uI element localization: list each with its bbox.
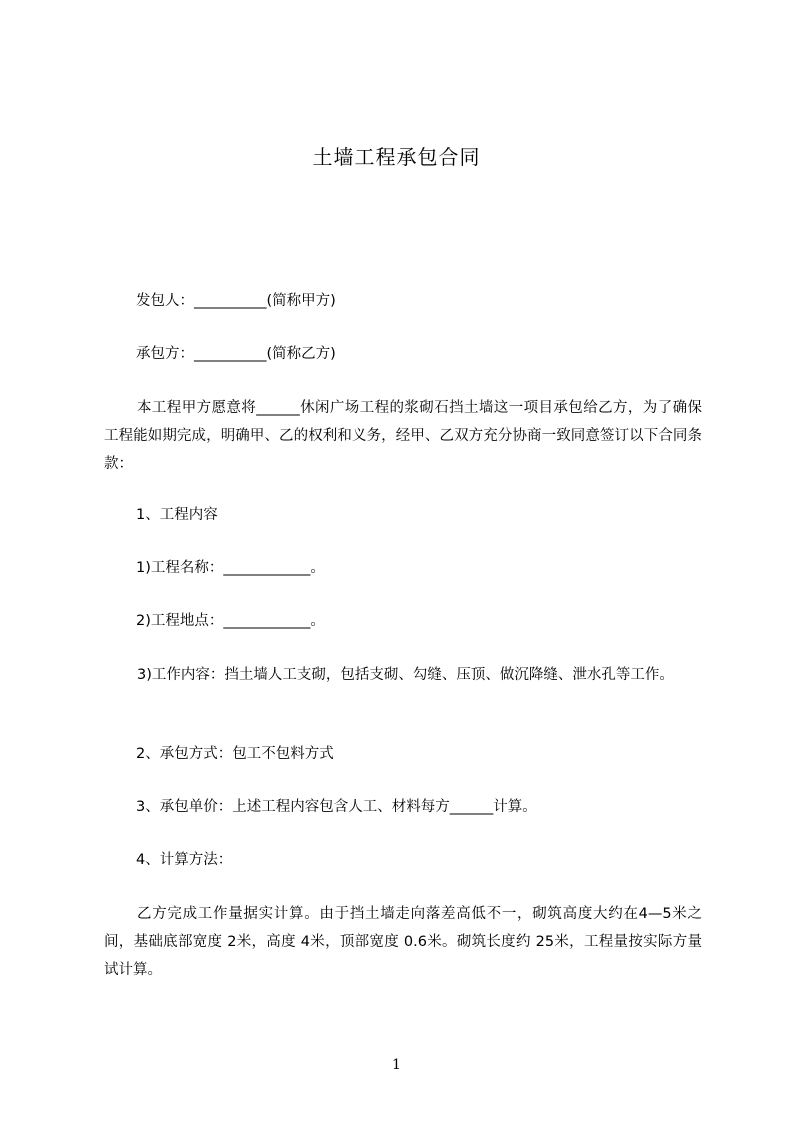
section-3: 3、承包单价：上述工程内容包含人工、材料每方______计算。 <box>136 799 537 815</box>
section-4-heading: 4、计算方法： <box>136 852 233 868</box>
section-1-item-1: 1)工程名称：____________。 <box>136 560 325 576</box>
section-4-body: 乙方完成工作量据实计算。由于挡土墙走向落差高低不一，砌筑高度大约在4—5米之间，基础底部宽度 2米，高度 4米，顶部宽度 0.6米。砌筑长度约 25米，工程量按实际方量试计算。 <box>104 906 702 978</box>
section-2: 2、承包方式：包工不包料方式 <box>136 746 334 762</box>
section-1-heading: 1、工程内容 <box>136 507 218 523</box>
intro-paragraph: 本工程甲方愿意将______休闲广场工程的浆砌石挡土墙这一项目承包给乙方，为了确保工程能如期完成，明确甲、乙的权利和义务，经甲、乙双方充分协商一致同意签订以下合同条款： <box>104 400 702 472</box>
page-number: 1 <box>392 1057 401 1073</box>
section-1-item-3: 3)工作内容：挡土墙人工支砌，包括支砌、勾缝、压顶、做沉降缝、泄水孔等工作。 <box>137 667 674 683</box>
party-b-line: 承包方：__________(简称乙方) <box>136 346 336 362</box>
contract-title: 土墙工程承包合同 <box>312 145 481 169</box>
section-1-item-2: 2)工程地点：____________。 <box>136 613 325 629</box>
party-a-line: 发包人：__________(简称甲方) <box>136 293 336 309</box>
